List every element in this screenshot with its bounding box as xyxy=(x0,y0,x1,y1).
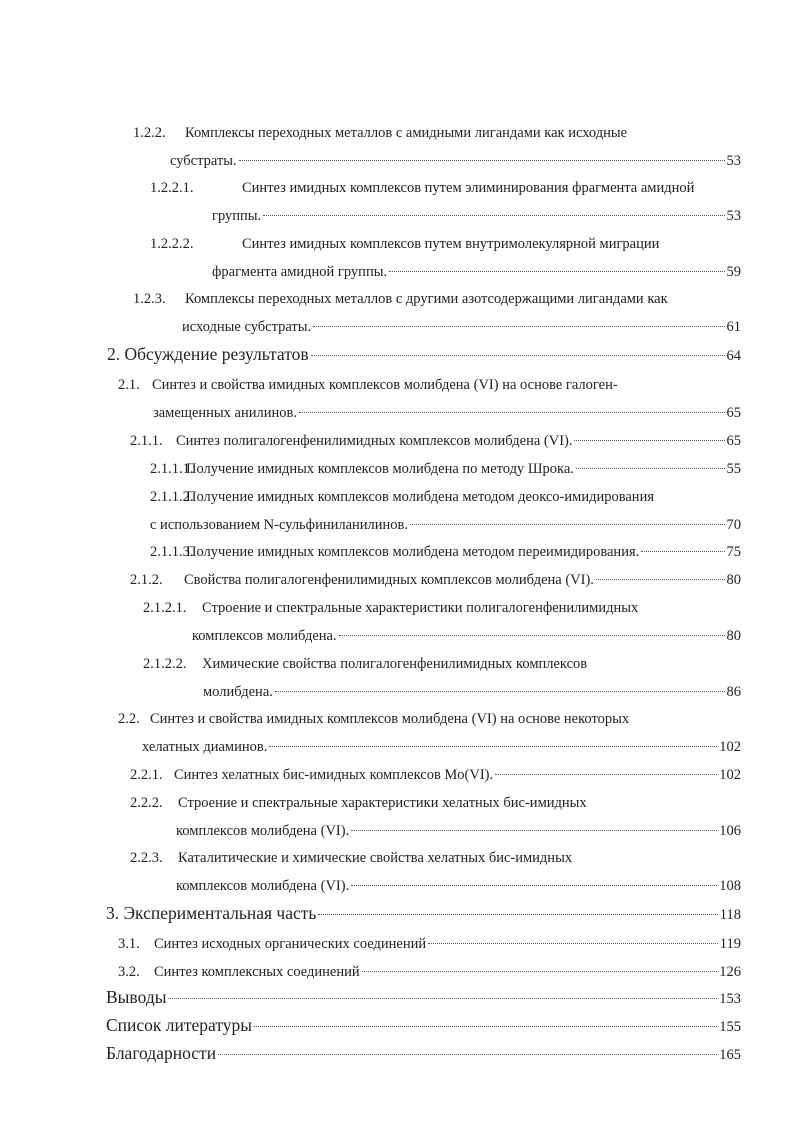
toc-page-number: 126 xyxy=(719,964,741,980)
toc-entry[interactable] xyxy=(154,935,741,953)
dot-leader xyxy=(495,774,717,775)
toc-entry-number: 1.2.2.2. xyxy=(150,236,194,252)
toc-entry-title-cont: замещенных анилинов. xyxy=(153,405,297,421)
toc-page-number: 119 xyxy=(719,936,741,952)
toc-entry-title: Синтез комплексных соединений xyxy=(154,964,360,980)
dot-leader xyxy=(410,524,724,525)
toc-entry[interactable] xyxy=(185,290,668,308)
toc-entry[interactable] xyxy=(150,710,629,728)
toc-page-number: 65 xyxy=(726,405,741,421)
toc-entry-title: Синтез и свойства имидных комплексов молибдена (VI) на основе галоген- xyxy=(152,377,618,393)
toc-entry-continuation xyxy=(212,263,741,281)
toc-page-number: 80 xyxy=(726,628,741,644)
toc-page-number: 102 xyxy=(719,767,741,783)
toc-entry-continuation xyxy=(142,738,741,756)
toc-entry-number: 2.1.2. xyxy=(130,572,163,588)
toc-entry-title: Выводы xyxy=(106,987,167,1007)
toc-entry-title-cont: с использованием N-сульфиниланилинов. xyxy=(150,517,409,533)
toc-entry[interactable] xyxy=(178,794,587,812)
toc-entry-continuation xyxy=(170,152,741,170)
dot-leader xyxy=(263,215,724,216)
toc-entry-title: Получение имидных комплексов молибдена методом деоксо-имидирования xyxy=(186,489,655,505)
toc-entry[interactable] xyxy=(106,902,741,926)
dot-leader xyxy=(362,971,718,972)
dot-leader xyxy=(239,160,725,161)
toc-entry[interactable] xyxy=(152,376,618,394)
dot-leader xyxy=(641,551,724,552)
dot-leader xyxy=(299,412,725,413)
toc-entry-title-cont: комплексов молибдена (VI). xyxy=(176,823,350,839)
dot-leader xyxy=(351,830,717,831)
toc-entry-number: 2.1.1.2. xyxy=(150,489,194,505)
toc-entry[interactable] xyxy=(178,849,572,867)
dot-leader xyxy=(254,1026,717,1027)
toc-page-number: 108 xyxy=(719,878,741,894)
toc-entry[interactable] xyxy=(106,1042,741,1066)
toc-entry-title: Строение и спектральные характеристики полигалогенфенилимидных xyxy=(202,600,639,616)
toc-page-number: 165 xyxy=(719,1047,741,1063)
toc-entry-number: 2.2.3. xyxy=(130,850,163,866)
toc-entry-continuation xyxy=(192,627,741,645)
toc-page-number: 118 xyxy=(719,907,741,923)
toc-entry-title-cont: комплексов молибдена. xyxy=(192,628,337,644)
toc-entry-number: 2.2.2. xyxy=(130,795,163,811)
toc-page-number: 106 xyxy=(719,823,741,839)
toc-entry-continuation xyxy=(176,877,741,895)
toc-entry-title: Строение и спектральные характеристики хелатных бис-имидных xyxy=(178,795,587,811)
toc-entry-title-cont: фрагмента амидной группы. xyxy=(212,264,388,280)
toc-entry-title: Синтез и свойства имидных комплексов молибдена (VI) на основе некоторых xyxy=(150,711,630,727)
dot-leader xyxy=(351,885,717,886)
toc-entry[interactable] xyxy=(186,460,741,478)
toc-entry-title: Синтез полигалогенфенилимидных комплексов молибдена (VI). xyxy=(176,433,573,449)
dot-leader xyxy=(318,914,717,915)
dot-leader xyxy=(428,943,718,944)
toc-page-number: 61 xyxy=(726,319,741,335)
dot-leader xyxy=(275,691,725,692)
toc-entry-title: Список литературы xyxy=(106,1015,253,1035)
dot-leader xyxy=(313,326,724,327)
toc-entry[interactable] xyxy=(184,571,741,589)
toc-entry-number: 2.2. xyxy=(118,711,140,727)
toc-entry-title: Комплексы переходных металлов с амидными лигандами как исходные xyxy=(185,125,628,141)
toc-entry-number: 2.1.1. xyxy=(130,433,163,449)
toc-page-number: 75 xyxy=(726,544,741,560)
toc-entry[interactable] xyxy=(242,235,659,253)
toc-page-number: 102 xyxy=(719,739,741,755)
toc-entry-title: Синтез хелатных бис-имидных комплексов Mo(VI). xyxy=(174,767,494,783)
toc-entry-title-cont: группы. xyxy=(212,208,262,224)
toc-entry-continuation xyxy=(153,404,741,422)
toc-entry-number: 3.2. xyxy=(118,964,140,980)
toc-entry-number: 1.2.3. xyxy=(133,291,166,307)
toc-entry-title: Синтез имидных комплексов путем элиминирования фрагмента амидной xyxy=(242,180,695,196)
toc-entry-title-cont: молибдена. xyxy=(203,684,273,700)
dot-leader xyxy=(596,579,725,580)
toc-entry[interactable] xyxy=(202,599,638,617)
toc-page-number: 155 xyxy=(719,1019,741,1035)
toc-entry-title: Благодарности xyxy=(106,1043,217,1063)
toc-entry-number: 2.1. xyxy=(118,377,140,393)
toc-entry-title: Синтез имидных комплексов путем внутримолекулярной миграции xyxy=(242,236,660,252)
toc-page-number: 53 xyxy=(726,153,741,169)
toc-page-number: 65 xyxy=(726,433,741,449)
dot-leader xyxy=(168,998,717,999)
toc-page-number: 59 xyxy=(726,264,741,280)
toc-entry-title: Получение имидных комплексов молибдена по методу Шрока. xyxy=(186,461,574,477)
toc-entry[interactable] xyxy=(106,1014,741,1038)
dot-leader xyxy=(269,746,717,747)
toc-entry[interactable] xyxy=(107,343,741,367)
toc-entry-title: 2. Обсуждение результатов xyxy=(107,344,309,364)
toc-entry-title-cont: хелатных диаминов. xyxy=(142,739,268,755)
toc-entry-title: Свойства полигалогенфенилимидных комплексов молибдена (VI). xyxy=(184,572,594,588)
toc-page-number: 80 xyxy=(726,572,741,588)
toc-entry-title-cont: субстраты. xyxy=(170,153,237,169)
toc-entry-number: 2.1.1.1. xyxy=(150,461,194,477)
dot-leader xyxy=(339,635,725,636)
toc-entry[interactable] xyxy=(242,179,694,197)
toc-entry-title-cont: исходные субстраты. xyxy=(182,319,312,335)
toc-entry-title: Химические свойства полигалогенфенилимидных комплексов xyxy=(202,656,588,672)
toc-entry-number: 1.2.2.1. xyxy=(150,180,194,196)
toc-entry-continuation xyxy=(176,822,741,840)
toc-entry-continuation xyxy=(212,207,741,225)
toc-entry[interactable] xyxy=(176,432,741,450)
toc-entry[interactable] xyxy=(154,963,741,981)
toc-entry-title: 3. Экспериментальная часть xyxy=(106,903,317,923)
toc-page-number: 53 xyxy=(726,208,741,224)
toc-entry[interactable] xyxy=(106,986,741,1010)
toc-entry-continuation xyxy=(203,683,741,701)
toc-page-number: 153 xyxy=(719,991,741,1007)
toc-entry[interactable] xyxy=(186,488,654,506)
toc-page-number: 64 xyxy=(726,348,741,364)
dot-leader xyxy=(311,355,725,356)
toc-page-number: 55 xyxy=(726,461,741,477)
toc-entry-continuation xyxy=(182,318,741,336)
toc-entry-title: Получение имидных комплексов молибдена методом переимидирования. xyxy=(186,544,640,560)
dot-leader xyxy=(574,440,724,441)
toc-entry-number: 1.2.2. xyxy=(133,125,166,141)
toc-entry-number: 2.1.1.3. xyxy=(150,544,194,560)
toc-entry-title: Каталитические и химические свойства хелатных бис-имидных xyxy=(178,850,573,866)
toc-entry-title: Синтез исходных органических соединений xyxy=(154,936,427,952)
toc-entry[interactable] xyxy=(186,543,741,561)
toc-entry-number: 3.1. xyxy=(118,936,140,952)
toc-entry-number: 2.1.2.1. xyxy=(143,600,187,616)
toc-page-number: 70 xyxy=(726,517,741,533)
toc-entry-number: 2.1.2.2. xyxy=(143,656,187,672)
dot-leader xyxy=(389,271,724,272)
toc-entry-title-cont: комплексов молибдена (VI). xyxy=(176,878,350,894)
toc-entry-title: Комплексы переходных металлов с другими азотсодержащими лигандами как xyxy=(185,291,668,307)
toc-entry[interactable] xyxy=(185,124,627,142)
dot-leader xyxy=(576,468,725,469)
toc-entry-continuation xyxy=(150,516,741,534)
toc-entry-number: 2.2.1. xyxy=(130,767,163,783)
toc-entry[interactable] xyxy=(202,655,587,673)
toc-entry[interactable] xyxy=(174,766,741,784)
dot-leader xyxy=(218,1054,717,1055)
toc-page-number: 86 xyxy=(726,684,741,700)
